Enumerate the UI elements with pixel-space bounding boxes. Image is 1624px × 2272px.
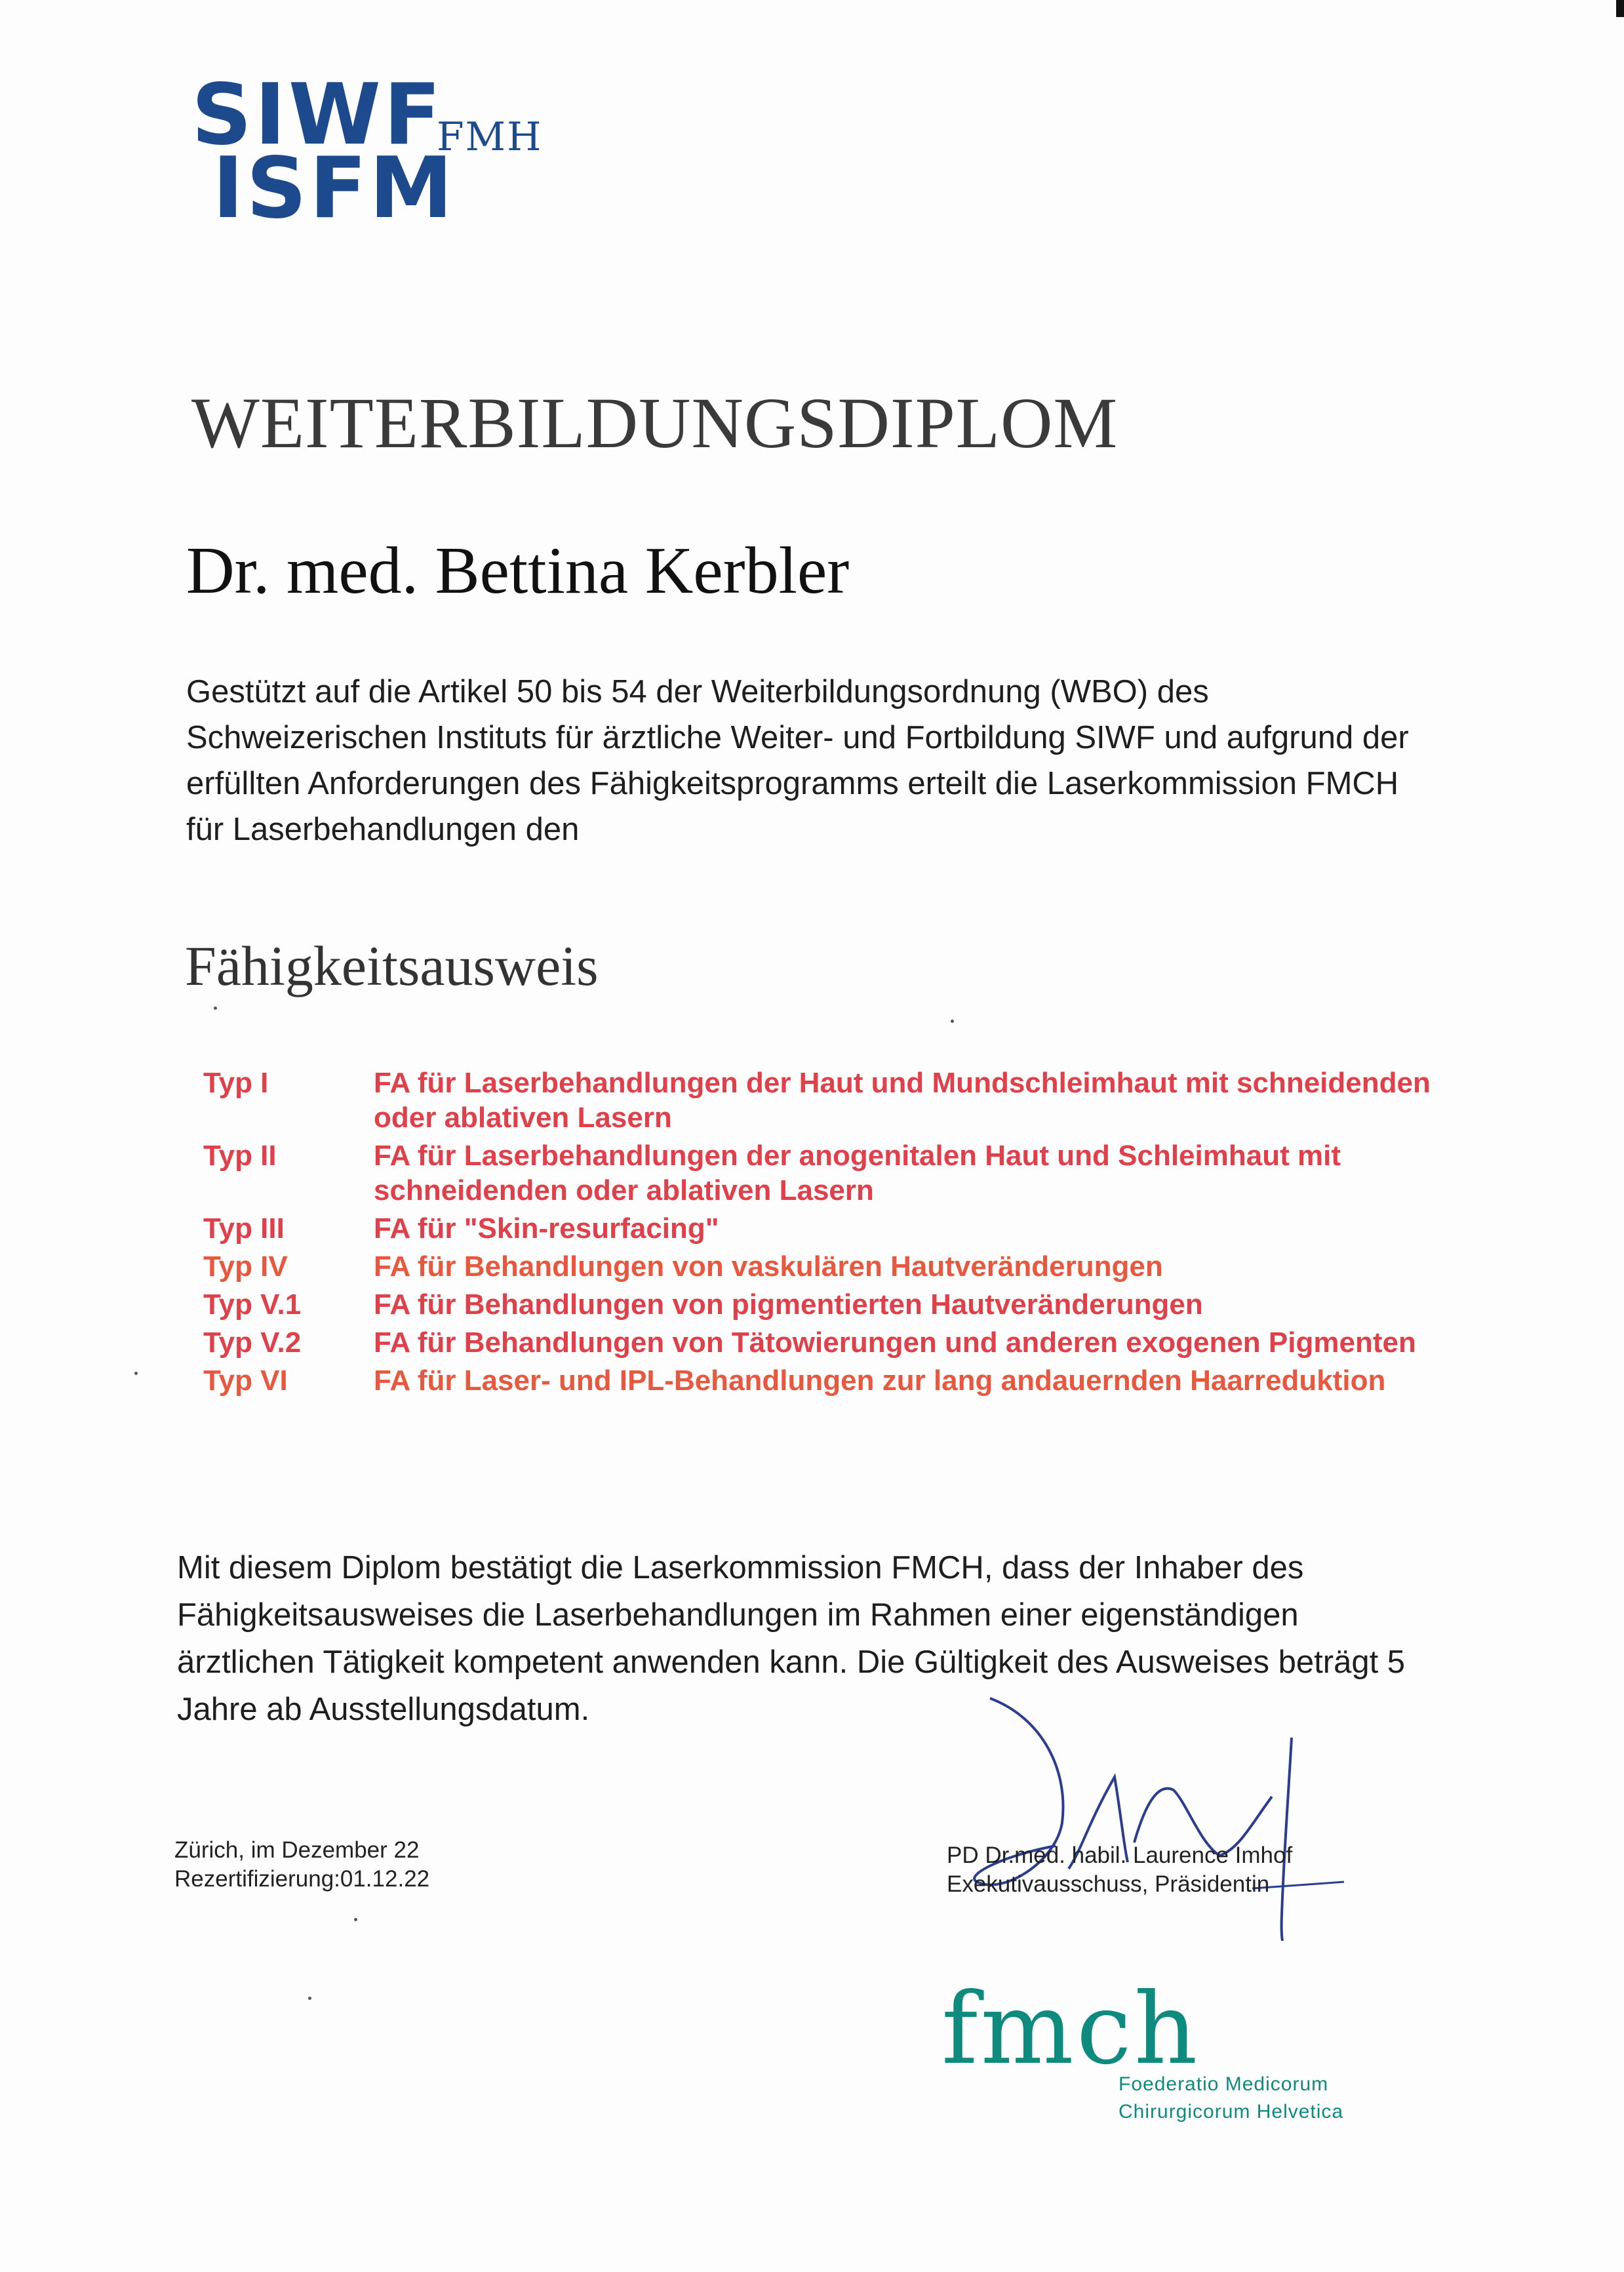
type-label: Typ V.2 xyxy=(203,1326,302,1359)
diploma-title: WEITERBILDUNGSDIPLOM xyxy=(191,383,1119,463)
type-description: FA für Behandlungen von vaskulären Hautveränderungen xyxy=(374,1250,1163,1283)
type-row-i xyxy=(203,1066,1449,1135)
type-label: Typ II xyxy=(203,1140,277,1172)
recipient-name: Dr. med. Bettina Kerbler xyxy=(186,534,850,608)
place-date: Zürich, im Dezember 22 xyxy=(174,1837,420,1863)
type-label: Typ IV xyxy=(203,1250,288,1283)
handwritten-signature xyxy=(964,1692,1357,1941)
signer-block xyxy=(947,1841,1292,1899)
logo-isfm-text: ISFM xyxy=(212,140,456,237)
type-description: FA für Laserbehandlungen der Haut und Mundschleimhaut mit schneidenden oder ablativen Lasern xyxy=(374,1067,1431,1134)
signer-role: Exekutivausschuss, Präsidentin xyxy=(947,1871,1270,1897)
fmch-logo xyxy=(941,1972,1400,2138)
type-description: FA für "Skin-resurfacing" xyxy=(374,1212,719,1245)
type-row-ii xyxy=(203,1138,1449,1208)
scan-speck xyxy=(134,1372,138,1375)
fmch-tagline xyxy=(1119,2071,1343,2126)
type-description: FA für Laser- und IPL-Behandlungen zur lang andauernden Haarreduktion xyxy=(374,1365,1386,1397)
scan-speck xyxy=(354,1918,357,1921)
fmch-tagline-line2: Chirurgicorum Helvetica xyxy=(1119,2101,1344,2123)
scan-edge-mark xyxy=(1616,0,1624,17)
type-label: Typ III xyxy=(203,1212,285,1245)
logo-fmh-text: FMH xyxy=(437,114,543,160)
type-description: FA für Behandlungen von Tätowierungen und anderen exogenen Pigmenten xyxy=(374,1326,1416,1359)
type-row-iii xyxy=(203,1211,1449,1246)
type-row-iv xyxy=(203,1249,1449,1284)
logo-siwf-text: SIWF xyxy=(191,66,444,164)
certificate-subtitle: Fähigkeitsausweis xyxy=(185,934,599,997)
type-label: Typ I xyxy=(203,1067,269,1099)
type-row-v1 xyxy=(203,1287,1449,1322)
type-label: Typ V.1 xyxy=(203,1288,302,1321)
scan-speck xyxy=(308,1997,311,2000)
fmch-wordmark: fmch xyxy=(941,1972,1200,2086)
siwf-logo xyxy=(191,66,559,237)
type-row-vi xyxy=(203,1363,1449,1398)
type-description: FA für Laserbehandlungen der anogenitalen Haut und Schleimhaut mit schneidenden oder ablativen Lasern xyxy=(374,1140,1341,1206)
closing-paragraph: Mit diesem Diplom bestätigt die Laserkommission FMCH, dass der Inhaber des Fähigkeitsausweises die Laserbehandlungen im Rahmen einer eigenständigen ärztlichen Tätigkeit kompetent anwenden kann. Die Gültigkeit des Ausweises beträgt 5 Jahre ab Ausstellungsdatum. xyxy=(177,1550,1406,1727)
type-list xyxy=(203,1066,1449,1401)
type-label: Typ VI xyxy=(203,1365,288,1397)
recertification-date: Rezertifizierung:01.12.22 xyxy=(174,1866,430,1892)
issue-info xyxy=(174,1836,429,1894)
scan-speck xyxy=(214,1006,217,1010)
fmch-tagline-line1: Foederatio Medicorum xyxy=(1119,2073,1329,2095)
signer-name: PD Dr.med. habil. Laurence Imhof xyxy=(947,1843,1293,1868)
type-description: FA für Behandlungen von pigmentierten Hautveränderungen xyxy=(374,1288,1203,1321)
type-row-v2 xyxy=(203,1325,1449,1360)
intro-paragraph: Gestützt auf die Artikel 50 bis 54 der Weiterbildungsordnung (WBO) des Schweizerischen Instituts für ärztliche Weiter- und Fortbildung SIWF und aufgrund der erfüllten Anforderungen des Fähigkeitsprogramms erteilt die Laserkommission FMCH für Laserbehandlungen den xyxy=(186,674,1409,847)
scan-speck xyxy=(951,1020,954,1023)
